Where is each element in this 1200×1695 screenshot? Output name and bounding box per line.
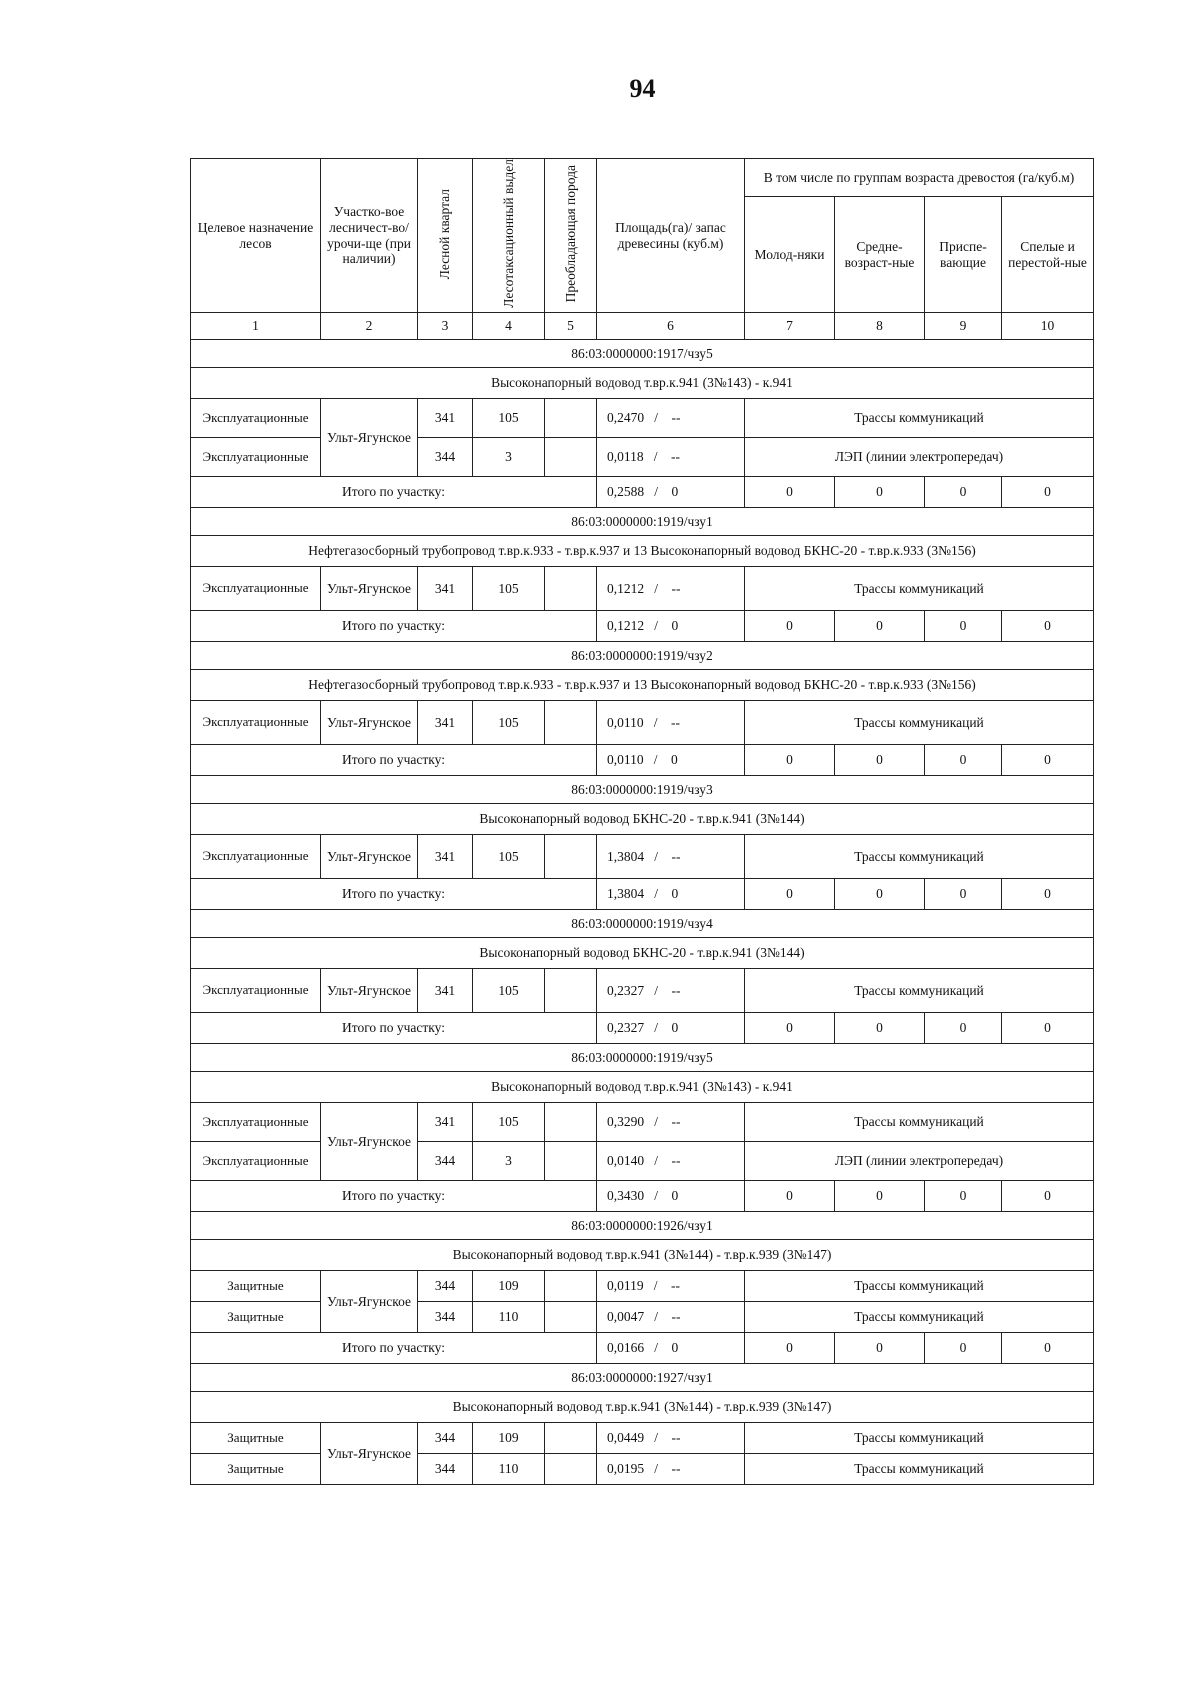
species-cell — [545, 399, 597, 438]
column-number: 6 — [597, 313, 745, 340]
object-title: Высоконапорный водовод БКНС-20 - т.вр.к.941 (3№144) — [191, 938, 1094, 969]
total-label: Итого по участку: — [191, 1333, 597, 1364]
plot-cell: 110 — [473, 1302, 545, 1333]
total-young: 0 — [745, 879, 835, 910]
species-cell — [545, 438, 597, 477]
area-cell: 0,2470 / -- — [597, 399, 745, 438]
total-young: 0 — [745, 745, 835, 776]
total-row — [191, 745, 1094, 776]
table-row — [191, 969, 1094, 1013]
table-row — [191, 399, 1094, 438]
total-label: Итого по участку: — [191, 1181, 597, 1212]
forestry-cell: Ульт-Ягунское — [321, 399, 418, 477]
total-maturing: 0 — [925, 879, 1002, 910]
plot-cell: 3 — [473, 438, 545, 477]
object-title: Высоконапорный водовод БКНС-20 - т.вр.к.941 (3№144) — [191, 804, 1094, 835]
total-young: 0 — [745, 1013, 835, 1044]
forestry-cell: Ульт-Ягунское — [321, 835, 418, 879]
table-row — [191, 1423, 1094, 1454]
quarter-cell: 341 — [418, 701, 473, 745]
cadastral-code: 86:03:0000000:1927/чзу1 — [191, 1364, 1094, 1392]
plot-cell: 105 — [473, 835, 545, 879]
area-cell: 0,0119 / -- — [597, 1271, 745, 1302]
cadastral-code: 86:03:0000000:1919/чзу4 — [191, 910, 1094, 938]
quarter-cell: 344 — [418, 1271, 473, 1302]
area-cell: 0,0118 / -- — [597, 438, 745, 477]
quarter-cell: 344 — [418, 438, 473, 477]
plot-cell: 105 — [473, 567, 545, 611]
plot-cell: 105 — [473, 969, 545, 1013]
quarter-cell: 341 — [418, 1103, 473, 1142]
cadastral-code: 86:03:0000000:1926/чзу1 — [191, 1212, 1094, 1240]
forestry-cell: Ульт-Ягунское — [321, 567, 418, 611]
total-row — [191, 879, 1094, 910]
total-young: 0 — [745, 1181, 835, 1212]
total-middle-aged: 0 — [835, 1181, 925, 1212]
header-quarter: Лесной квартал — [418, 159, 473, 313]
species-cell — [545, 1271, 597, 1302]
total-mature: 0 — [1002, 745, 1094, 776]
column-numbers-row — [191, 313, 1094, 340]
area-cell: 0,2327 / -- — [597, 969, 745, 1013]
area-cell: 0,0140 / -- — [597, 1142, 745, 1181]
total-middle-aged: 0 — [835, 879, 925, 910]
object-title: Высоконапорный водовод т.вр.к.941 (3№144) - т.вр.к.939 (3№147) — [191, 1240, 1094, 1271]
total-row — [191, 477, 1094, 508]
total-maturing: 0 — [925, 1013, 1002, 1044]
purpose-cell: Эксплуатационные — [191, 567, 321, 611]
total-young: 0 — [745, 1333, 835, 1364]
note-cell: Трассы коммуникаций — [745, 701, 1094, 745]
species-cell — [545, 1454, 597, 1485]
purpose-cell: Эксплуатационные — [191, 835, 321, 879]
species-cell — [545, 1103, 597, 1142]
note-cell: Трассы коммуникаций — [745, 567, 1094, 611]
total-mature: 0 — [1002, 1333, 1094, 1364]
table-row — [191, 701, 1094, 745]
species-cell — [545, 1302, 597, 1333]
note-cell: Трассы коммуникаций — [745, 399, 1094, 438]
header-purpose: Целевое назначение лесов — [191, 159, 321, 313]
area-cell: 0,0110 / -- — [597, 701, 745, 745]
note-cell: Трассы коммуникаций — [745, 835, 1094, 879]
purpose-cell: Защитные — [191, 1454, 321, 1485]
forest-allotment-table — [190, 158, 1094, 1485]
column-number: 5 — [545, 313, 597, 340]
plot-cell: 109 — [473, 1271, 545, 1302]
total-middle-aged: 0 — [835, 745, 925, 776]
total-area: 1,3804 / 0 — [597, 879, 745, 910]
object-title: Нефтегазосборный трубопровод т.вр.к.933 - т.вр.к.937 и 13 Высоконапорный водовод БКНС-20 - т.вр.к.933 (3№156) — [191, 670, 1094, 701]
species-cell — [545, 835, 597, 879]
purpose-cell: Эксплуатационные — [191, 1103, 321, 1142]
object-title: Нефтегазосборный трубопровод т.вр.к.933 - т.вр.к.937 и 13 Высоконапорный водовод БКНС-20 - т.вр.к.933 (3№156) — [191, 536, 1094, 567]
note-cell: Трассы коммуникаций — [745, 1423, 1094, 1454]
total-maturing: 0 — [925, 477, 1002, 508]
quarter-cell: 341 — [418, 835, 473, 879]
total-label: Итого по участку: — [191, 1013, 597, 1044]
cadastral-code: 86:03:0000000:1917/чзу5 — [191, 340, 1094, 368]
total-area: 0,3430 / 0 — [597, 1181, 745, 1212]
table-row — [191, 1103, 1094, 1142]
total-mature: 0 — [1002, 879, 1094, 910]
forestry-cell: Ульт-Ягунское — [321, 969, 418, 1013]
total-area: 0,0110 / 0 — [597, 745, 745, 776]
note-cell: Трассы коммуникаций — [745, 1454, 1094, 1485]
note-cell: ЛЭП (линии электропередач) — [745, 438, 1094, 477]
purpose-cell: Защитные — [191, 1271, 321, 1302]
total-row — [191, 1333, 1094, 1364]
species-cell — [545, 1142, 597, 1181]
header-young: Молод-няки — [745, 197, 835, 313]
purpose-cell: Эксплуатационные — [191, 1142, 321, 1181]
total-mature: 0 — [1002, 1013, 1094, 1044]
header-species: Преобладающая порода — [545, 159, 597, 313]
total-maturing: 0 — [925, 745, 1002, 776]
note-cell: ЛЭП (линии электропередач) — [745, 1142, 1094, 1181]
total-area: 0,1212 / 0 — [597, 611, 745, 642]
purpose-cell: Эксплуатационные — [191, 399, 321, 438]
total-area: 0,2588 / 0 — [597, 477, 745, 508]
species-cell — [545, 969, 597, 1013]
purpose-cell: Эксплуатационные — [191, 701, 321, 745]
purpose-cell: Защитные — [191, 1423, 321, 1454]
note-cell: Трассы коммуникаций — [745, 1103, 1094, 1142]
purpose-cell: Эксплуатационные — [191, 438, 321, 477]
table-row — [191, 1271, 1094, 1302]
object-title: Высоконапорный водовод т.вр.к.941 (3№143) - к.941 — [191, 1072, 1094, 1103]
total-maturing: 0 — [925, 1333, 1002, 1364]
plot-cell: 109 — [473, 1423, 545, 1454]
total-young: 0 — [745, 611, 835, 642]
quarter-cell: 344 — [418, 1302, 473, 1333]
total-row — [191, 611, 1094, 642]
table-row — [191, 835, 1094, 879]
quarter-cell: 344 — [418, 1142, 473, 1181]
column-number: 1 — [191, 313, 321, 340]
forestry-cell: Ульт-Ягунское — [321, 1271, 418, 1333]
area-cell: 1,3804 / -- — [597, 835, 745, 879]
total-mature: 0 — [1002, 611, 1094, 642]
column-number: 9 — [925, 313, 1002, 340]
total-label: Итого по участку: — [191, 745, 597, 776]
total-maturing: 0 — [925, 611, 1002, 642]
plot-cell: 105 — [473, 399, 545, 438]
plot-cell: 105 — [473, 701, 545, 745]
total-middle-aged: 0 — [835, 1333, 925, 1364]
header-forestry: Участко-вое лесничест-во/урочи-ще (при наличии) — [321, 159, 418, 313]
total-middle-aged: 0 — [835, 611, 925, 642]
column-number: 4 — [473, 313, 545, 340]
column-number: 3 — [418, 313, 473, 340]
plot-cell: 105 — [473, 1103, 545, 1142]
area-cell: 0,0047 / -- — [597, 1302, 745, 1333]
total-young: 0 — [745, 477, 835, 508]
total-label: Итого по участку: — [191, 477, 597, 508]
area-cell: 0,0195 / -- — [597, 1454, 745, 1485]
object-title: Высоконапорный водовод т.вр.к.941 (3№143) - к.941 — [191, 368, 1094, 399]
purpose-cell: Эксплуатационные — [191, 969, 321, 1013]
total-row — [191, 1181, 1094, 1212]
cadastral-code: 86:03:0000000:1919/чзу2 — [191, 642, 1094, 670]
note-cell: Трассы коммуникаций — [745, 969, 1094, 1013]
total-row — [191, 1013, 1094, 1044]
column-number: 2 — [321, 313, 418, 340]
total-area: 0,2327 / 0 — [597, 1013, 745, 1044]
column-number: 10 — [1002, 313, 1094, 340]
forestry-cell: Ульт-Ягунское — [321, 1423, 418, 1485]
note-cell: Трассы коммуникаций — [745, 1302, 1094, 1333]
quarter-cell: 344 — [418, 1423, 473, 1454]
header-middle-aged: Средне-возраст-ные — [835, 197, 925, 313]
plot-cell: 3 — [473, 1142, 545, 1181]
area-cell: 0,0449 / -- — [597, 1423, 745, 1454]
total-area: 0,0166 / 0 — [597, 1333, 745, 1364]
quarter-cell: 341 — [418, 969, 473, 1013]
total-label: Итого по участку: — [191, 611, 597, 642]
species-cell — [545, 1423, 597, 1454]
area-cell: 0,1212 / -- — [597, 567, 745, 611]
plot-cell: 110 — [473, 1454, 545, 1485]
header-mature: Спелые и перестой-ные — [1002, 197, 1094, 313]
header-area: Площадь(га)/ запас древесины (куб.м) — [597, 159, 745, 313]
cadastral-code: 86:03:0000000:1919/чзу1 — [191, 508, 1094, 536]
header-age-groups: В том числе по группам возраста древостоя (га/куб.м) — [745, 159, 1094, 197]
page-number: 94 — [629, 74, 656, 103]
forestry-cell: Ульт-Ягунское — [321, 1103, 418, 1181]
quarter-cell: 341 — [418, 567, 473, 611]
header-plot: Лесотаксационный выдел — [473, 159, 545, 313]
object-title: Высоконапорный водовод т.вр.к.941 (3№144) - т.вр.к.939 (3№147) — [191, 1392, 1094, 1423]
total-mature: 0 — [1002, 477, 1094, 508]
quarter-cell: 344 — [418, 1454, 473, 1485]
total-middle-aged: 0 — [835, 1013, 925, 1044]
note-cell: Трассы коммуникаций — [745, 1271, 1094, 1302]
forestry-cell: Ульт-Ягунское — [321, 701, 418, 745]
area-cell: 0,3290 / -- — [597, 1103, 745, 1142]
quarter-cell: 341 — [418, 399, 473, 438]
cadastral-code: 86:03:0000000:1919/чзу3 — [191, 776, 1094, 804]
total-maturing: 0 — [925, 1181, 1002, 1212]
species-cell — [545, 567, 597, 611]
column-number: 7 — [745, 313, 835, 340]
species-cell — [545, 701, 597, 745]
purpose-cell: Защитные — [191, 1302, 321, 1333]
table-row — [191, 567, 1094, 611]
total-middle-aged: 0 — [835, 477, 925, 508]
cadastral-code: 86:03:0000000:1919/чзу5 — [191, 1044, 1094, 1072]
table-body — [191, 340, 1094, 1485]
header-maturing: Приспе-вающие — [925, 197, 1002, 313]
column-number: 8 — [835, 313, 925, 340]
total-mature: 0 — [1002, 1181, 1094, 1212]
total-label: Итого по участку: — [191, 879, 597, 910]
